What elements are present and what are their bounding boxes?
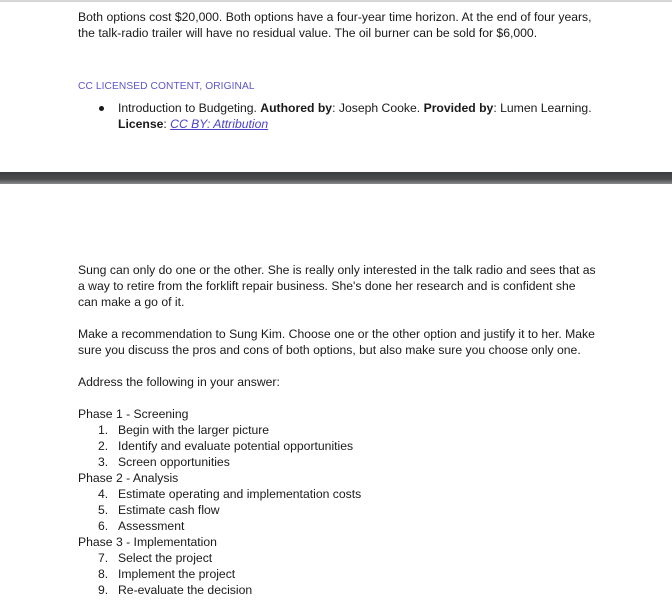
step-number: 9. bbox=[98, 583, 109, 597]
list-item bbox=[78, 438, 598, 454]
step-text: Estimate cash flow bbox=[118, 503, 220, 517]
list-item bbox=[78, 566, 598, 582]
author-name: Joseph Cooke. bbox=[338, 101, 421, 115]
authored-by-label: Authored by bbox=[260, 101, 333, 115]
list-item bbox=[78, 486, 598, 502]
cc-section-label: CC LICENSED CONTENT, ORIGINAL bbox=[78, 81, 255, 92]
provided-by-label: Provided by bbox=[423, 101, 494, 115]
step-number: 3. bbox=[98, 455, 109, 469]
bullet-icon bbox=[99, 106, 104, 111]
step-number: 5. bbox=[98, 503, 109, 517]
step-number: 6. bbox=[98, 519, 109, 533]
list-item bbox=[78, 582, 598, 598]
phase-title: Phase 2 - Analysis bbox=[78, 471, 179, 485]
cost-paragraph: Both options cost $20,000. Both options have a four-year time horizon. At the end of four years, the talk-radio trailer will have no residual value. The oil burner can be sold for $6,000. bbox=[78, 10, 592, 40]
step-text: Identify and evaluate potential opportunities bbox=[118, 439, 354, 453]
list-item bbox=[78, 502, 598, 518]
license-label: License bbox=[118, 117, 164, 131]
attribution-list bbox=[78, 100, 608, 132]
list-item bbox=[78, 454, 598, 470]
phases-list bbox=[78, 406, 598, 598]
attribution-title: Introduction to Budgeting. bbox=[118, 101, 257, 115]
step-number: 4. bbox=[98, 487, 109, 501]
address-prompt: Address the following in your answer: bbox=[78, 375, 280, 389]
step-text: Begin with the larger picture bbox=[118, 423, 270, 437]
step-text: Estimate operating and implementation costs bbox=[118, 487, 362, 501]
provider-name: Lumen Learning. bbox=[500, 101, 592, 115]
step-text: Select the project bbox=[118, 551, 213, 565]
list-item bbox=[78, 422, 598, 438]
step-number: 7. bbox=[98, 551, 109, 565]
page-separator bbox=[0, 172, 672, 184]
step-number: 8. bbox=[98, 567, 109, 581]
recommendation-paragraph: Make a recommendation to Sung Kim. Choose one or the other option and justify it to her. Make sure you discuss the pros and cons of both options, but also make sure you choose only one. bbox=[78, 327, 595, 357]
list-item bbox=[78, 550, 598, 566]
top-page bbox=[0, 0, 672, 172]
sung-paragraph: Sung can only do one or the other. She is really only interested in the talk radio and sees that as a way to retire from the forklift repair business. She's done her research and is confident she can make a go of it. bbox=[78, 263, 596, 309]
step-number: 1. bbox=[98, 423, 109, 437]
step-text: Assessment bbox=[118, 519, 185, 533]
step-number: 2. bbox=[98, 439, 109, 453]
license-link[interactable]: CC BY: Attribution bbox=[170, 117, 269, 131]
list-item bbox=[78, 518, 598, 534]
step-text: Re-evaluate the decision bbox=[118, 583, 253, 597]
step-text: Screen opportunities bbox=[118, 455, 230, 469]
page-edge bbox=[0, 0, 672, 2]
attribution-item: Introduction to Budgeting. Authored by: Joseph Cooke. Provided by: Lumen Learning. License: CC BY: Attribution bbox=[78, 100, 608, 132]
phase-title: Phase 3 - Implementation bbox=[78, 535, 217, 549]
phase-title: Phase 1 - Screening bbox=[78, 407, 189, 421]
step-text: Implement the project bbox=[118, 567, 236, 581]
